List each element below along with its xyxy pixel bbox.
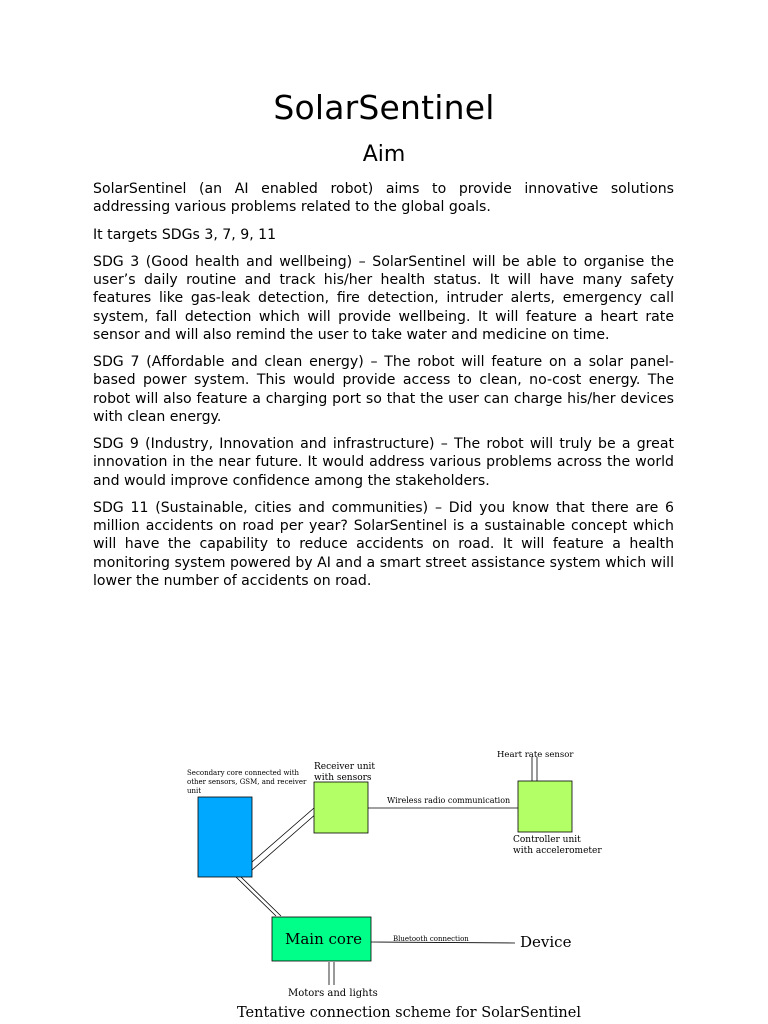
paragraph-intro: SolarSentinel (an AI enabled robot) aims to provide innovative solutions addressing various problems related to the global goals.: [93, 181, 674, 216]
paragraph-sdg3: SDG 3 (Good health and wellbeing) – SolarSentinel will be able to organise the user’s daily routine and track his/her health status. It will have many safety features like gas-leak detection, fire detection, intruder alerts, emergency call system, fall detection which will provide wellbeing. It will feature a heart rate sensor and will also remind the user to take water and medicine on time.: [93, 253, 674, 343]
page-title: SolarSentinel: [273, 88, 495, 127]
receiver-unit-label: Receiver unit with sensors: [314, 762, 376, 783]
receiver-unit-box: [314, 782, 368, 833]
controller-unit-box: [518, 781, 572, 832]
secondary-core-box: [198, 797, 252, 877]
main-core-label: Main core: [285, 930, 363, 948]
motors-and-lights-label: Motors and lights: [288, 988, 378, 999]
paragraph-sdg11: SDG 11 (Sustainable, cities and communities) – Did you know that there are 6 million accidents on road per year? SolarSentinel is a sustainable concept which will have the capability to reduce accidents on road. It will feature a health monitoring system powered by AI and a smart street assistance system which will lower the number of accidents on road.: [93, 499, 674, 589]
section-heading-aim: Aim: [362, 142, 406, 167]
wireless-communication-label: Wireless radio communication: [387, 796, 511, 805]
paragraph-sdg9: SDG 9 (Industry, Innovation and infrastructure) – The robot will truly be a great innovation in the near future. It would address various problems across the world and would improve confidence among the stakeholders.: [93, 436, 674, 489]
diagram-caption: Tentative connection scheme for SolarSentinel: [237, 1005, 581, 1021]
device-label: Device: [520, 933, 572, 951]
paragraph-sdg7: SDG 7 (Affordable and clean energy) – The robot will feature on a solar panel-based power system. This would provide access to clean, no-cost energy. The robot will also feature a charging port so that the user can charge his/her devices with clean energy.: [93, 354, 674, 425]
heart-rate-sensor-label: Heart rate sensor: [497, 750, 574, 760]
secondary-core-label: Secondary core connected with other sensors, GSM, and receiver unit: [187, 769, 307, 795]
controller-unit-label: Controller unit with accelerometer: [513, 835, 602, 856]
paragraph-targets: It targets SDGs 3, 7, 9, 11: [93, 226, 277, 243]
bluetooth-connection-label: Bluetooth connection: [393, 935, 469, 943]
